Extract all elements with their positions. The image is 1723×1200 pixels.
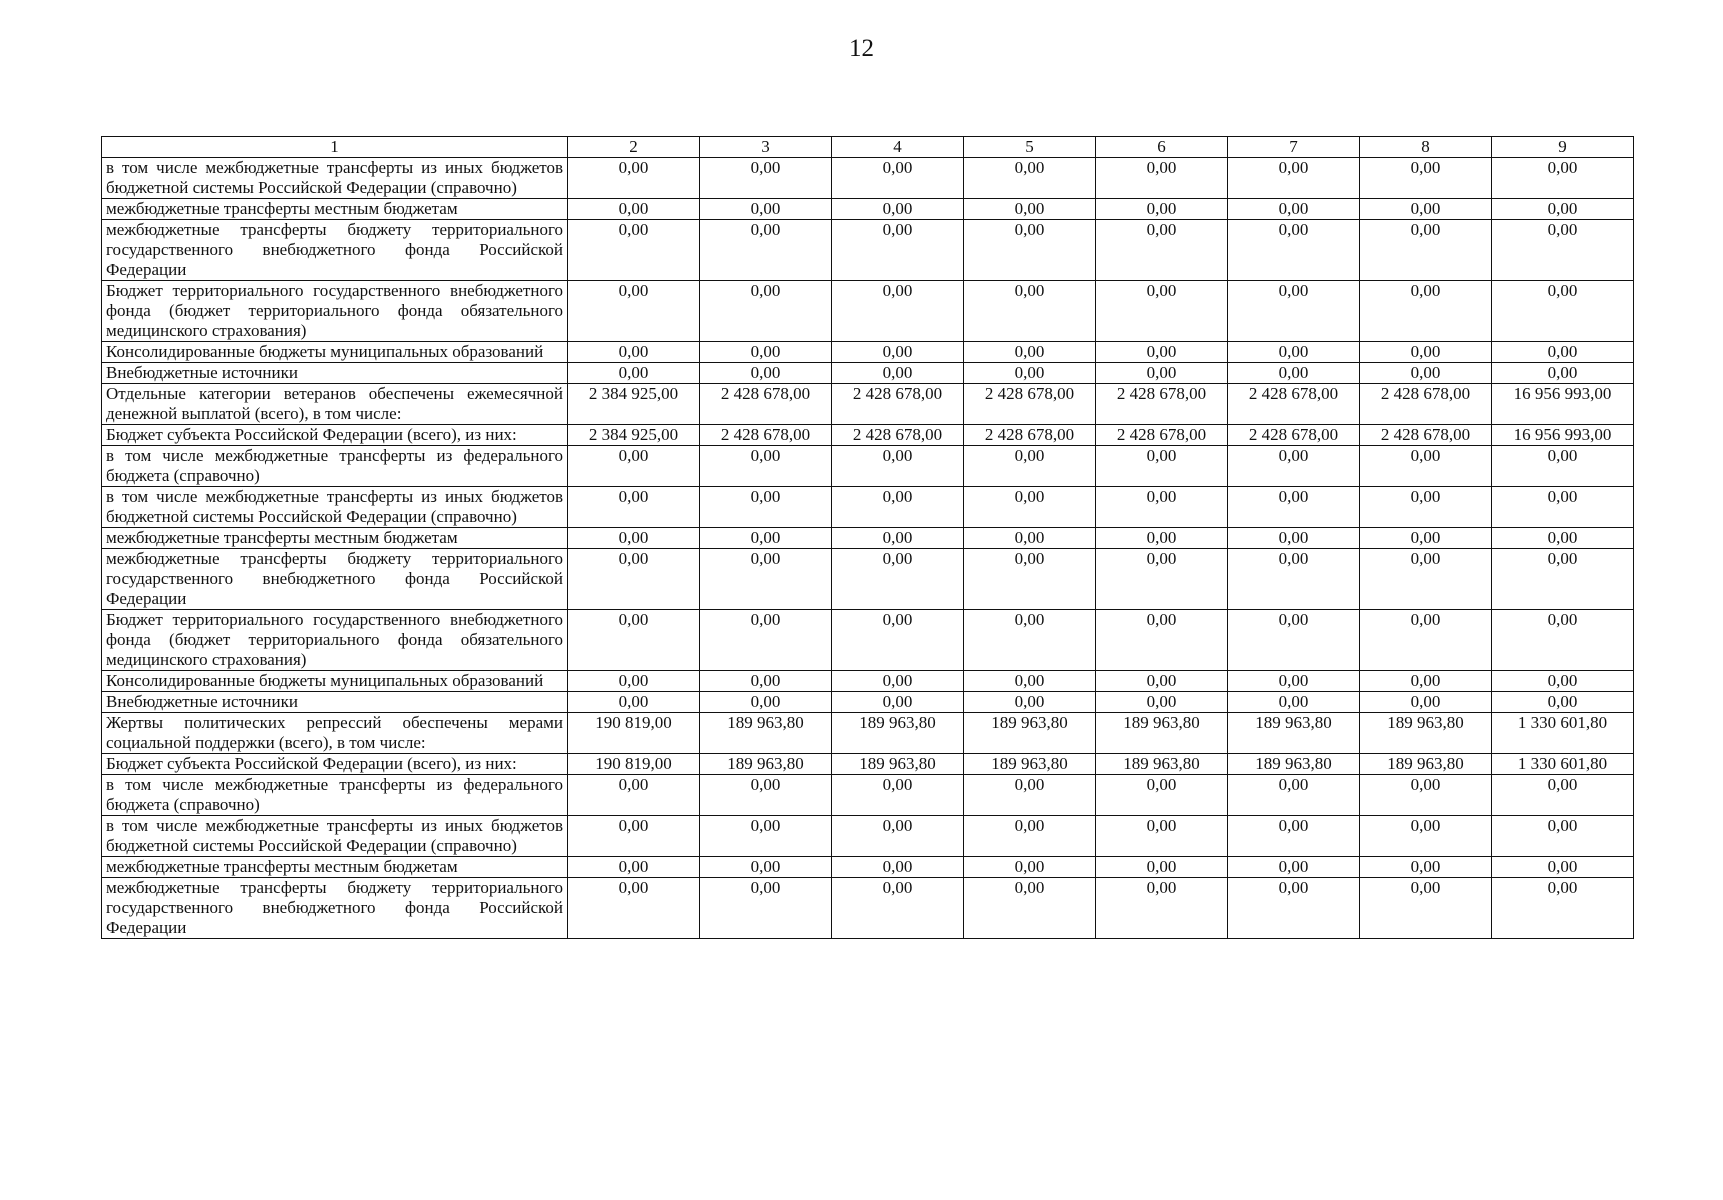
value-cell: 0,00 [1228,816,1360,857]
value-cell: 0,00 [1096,610,1228,671]
value-cell: 0,00 [1360,220,1492,281]
row-label: межбюджетные трансферты местным бюджетам [102,857,568,878]
value-cell: 0,00 [832,528,964,549]
value-cell: 0,00 [832,220,964,281]
value-cell: 0,00 [1360,549,1492,610]
value-cell: 0,00 [964,816,1096,857]
value-cell: 0,00 [1096,363,1228,384]
value-cell: 0,00 [700,487,832,528]
table-row [102,775,1634,816]
value-cell: 0,00 [964,692,1096,713]
value-cell: 2 428 678,00 [964,425,1096,446]
value-cell: 0,00 [832,199,964,220]
value-cell: 0,00 [1360,281,1492,342]
value-cell: 0,00 [1492,158,1634,199]
value-cell: 1 330 601,80 [1492,754,1634,775]
value-cell: 0,00 [1360,158,1492,199]
value-cell: 0,00 [1096,692,1228,713]
value-cell: 0,00 [1096,671,1228,692]
table-row [102,425,1634,446]
value-cell: 0,00 [1492,816,1634,857]
value-cell: 16 956 993,00 [1492,384,1634,425]
value-cell: 189 963,80 [964,754,1096,775]
column-header: 6 [1096,137,1228,158]
value-cell: 0,00 [1360,610,1492,671]
row-label: Внебюджетные источники [102,692,568,713]
value-cell: 0,00 [1360,878,1492,939]
value-cell: 2 384 925,00 [568,425,700,446]
value-cell: 0,00 [964,220,1096,281]
table-row [102,446,1634,487]
table-row [102,878,1634,939]
value-cell: 0,00 [832,342,964,363]
value-cell: 0,00 [1228,342,1360,363]
value-cell: 2 428 678,00 [1096,384,1228,425]
value-cell: 0,00 [1096,857,1228,878]
value-cell: 0,00 [1492,220,1634,281]
table-row [102,549,1634,610]
value-cell: 0,00 [700,816,832,857]
row-label: Бюджет субъекта Российской Федерации (всего), из них: [102,425,568,446]
row-label: Бюджет территориального государственного внебюджетного фонда (бюджет территориального фонда обязательного медицинского страхования) [102,610,568,671]
value-cell: 0,00 [1096,158,1228,199]
value-cell: 0,00 [568,775,700,816]
value-cell: 0,00 [964,158,1096,199]
column-header: 9 [1492,137,1634,158]
value-cell: 0,00 [700,220,832,281]
table-row [102,754,1634,775]
value-cell: 0,00 [964,281,1096,342]
value-cell: 0,00 [700,446,832,487]
value-cell: 0,00 [832,692,964,713]
value-cell: 0,00 [1492,610,1634,671]
table-row [102,199,1634,220]
table-row [102,816,1634,857]
value-cell: 2 428 678,00 [700,425,832,446]
value-cell: 0,00 [964,549,1096,610]
value-cell: 0,00 [1096,446,1228,487]
value-cell: 0,00 [832,158,964,199]
value-cell: 0,00 [700,199,832,220]
value-cell: 0,00 [700,878,832,939]
value-cell: 0,00 [1228,610,1360,671]
column-header: 4 [832,137,964,158]
value-cell: 0,00 [1096,549,1228,610]
page-number: 12 [849,35,874,62]
value-cell: 1 330 601,80 [1492,713,1634,754]
value-cell: 0,00 [700,528,832,549]
value-cell: 0,00 [1096,199,1228,220]
value-cell: 0,00 [1492,549,1634,610]
row-label: межбюджетные трансферты местным бюджетам [102,199,568,220]
value-cell: 0,00 [1360,775,1492,816]
value-cell: 0,00 [1096,342,1228,363]
row-label: Внебюджетные источники [102,363,568,384]
value-cell: 189 963,80 [1360,713,1492,754]
row-label: в том числе межбюджетные трансферты из иных бюджетов бюджетной системы Российской Федерации (справочно) [102,487,568,528]
value-cell: 2 428 678,00 [1360,384,1492,425]
value-cell: 0,00 [964,775,1096,816]
value-cell: 0,00 [1228,446,1360,487]
value-cell: 0,00 [1360,857,1492,878]
column-number-header-row [102,137,1634,158]
value-cell: 0,00 [964,878,1096,939]
value-cell: 0,00 [832,281,964,342]
value-cell: 189 963,80 [1228,713,1360,754]
value-cell: 0,00 [568,446,700,487]
value-cell: 0,00 [1228,775,1360,816]
value-cell: 0,00 [832,363,964,384]
value-cell: 0,00 [1492,281,1634,342]
value-cell: 2 428 678,00 [1360,425,1492,446]
table-row [102,158,1634,199]
row-label: межбюджетные трансферты местным бюджетам [102,528,568,549]
value-cell: 0,00 [1228,199,1360,220]
column-header: 5 [964,137,1096,158]
value-cell: 0,00 [1360,487,1492,528]
value-cell: 0,00 [1228,281,1360,342]
value-cell: 0,00 [964,610,1096,671]
column-header: 3 [700,137,832,158]
value-cell: 0,00 [1492,363,1634,384]
row-label: межбюджетные трансферты бюджету территориального государственного внебюджетного фонда Российской Федерации [102,878,568,939]
value-cell: 0,00 [1360,528,1492,549]
table-row [102,384,1634,425]
column-header: 1 [102,137,568,158]
value-cell: 2 428 678,00 [964,384,1096,425]
row-label: в том числе межбюджетные трансферты из федерального бюджета (справочно) [102,775,568,816]
row-label: Консолидированные бюджеты муниципальных образований [102,342,568,363]
value-cell: 0,00 [964,528,1096,549]
value-cell: 0,00 [568,610,700,671]
value-cell: 0,00 [1492,671,1634,692]
table-row [102,487,1634,528]
value-cell: 0,00 [1492,692,1634,713]
value-cell: 0,00 [568,342,700,363]
value-cell: 189 963,80 [700,713,832,754]
value-cell: 0,00 [1360,363,1492,384]
value-cell: 0,00 [1492,199,1634,220]
value-cell: 0,00 [832,857,964,878]
value-cell: 189 963,80 [832,713,964,754]
value-cell: 0,00 [568,199,700,220]
value-cell: 189 963,80 [1228,754,1360,775]
table-row [102,528,1634,549]
value-cell: 190 819,00 [568,713,700,754]
row-label: Жертвы политических репрессий обеспечены мерами социальной поддержки (всего), в том числе: [102,713,568,754]
table-row [102,363,1634,384]
value-cell: 0,00 [1228,363,1360,384]
value-cell: 0,00 [964,857,1096,878]
value-cell: 0,00 [700,775,832,816]
budget-table [101,136,1634,939]
value-cell: 0,00 [1228,220,1360,281]
value-cell: 0,00 [964,363,1096,384]
value-cell: 0,00 [568,158,700,199]
value-cell: 0,00 [964,342,1096,363]
table-row [102,857,1634,878]
value-cell: 0,00 [1096,528,1228,549]
value-cell: 0,00 [1096,281,1228,342]
row-label: Отдельные категории ветеранов обеспечены ежемесячной денежной выплатой (всего), в том числе: [102,384,568,425]
value-cell: 0,00 [568,528,700,549]
value-cell: 0,00 [700,342,832,363]
value-cell: 16 956 993,00 [1492,425,1634,446]
value-cell: 0,00 [832,878,964,939]
value-cell: 0,00 [1228,528,1360,549]
table-row [102,610,1634,671]
value-cell: 0,00 [1228,878,1360,939]
value-cell: 0,00 [1492,446,1634,487]
column-header: 8 [1360,137,1492,158]
row-label: Консолидированные бюджеты муниципальных образований [102,671,568,692]
value-cell: 0,00 [1228,692,1360,713]
column-header: 7 [1228,137,1360,158]
value-cell: 189 963,80 [1096,713,1228,754]
row-label: межбюджетные трансферты бюджету территориального государственного внебюджетного фонда Российской Федерации [102,220,568,281]
value-cell: 0,00 [1360,816,1492,857]
value-cell: 0,00 [1360,199,1492,220]
row-label: в том числе межбюджетные трансферты из федерального бюджета (справочно) [102,446,568,487]
value-cell: 0,00 [568,671,700,692]
value-cell: 189 963,80 [700,754,832,775]
value-cell: 0,00 [1492,487,1634,528]
value-cell: 0,00 [568,220,700,281]
value-cell: 0,00 [964,199,1096,220]
value-cell: 0,00 [1096,775,1228,816]
value-cell: 0,00 [568,816,700,857]
table-row [102,713,1634,754]
value-cell: 0,00 [1492,528,1634,549]
table-row [102,692,1634,713]
value-cell: 0,00 [700,610,832,671]
value-cell: 2 428 678,00 [832,384,964,425]
value-cell: 189 963,80 [1096,754,1228,775]
value-cell: 0,00 [700,363,832,384]
value-cell: 2 384 925,00 [568,384,700,425]
column-header: 2 [568,137,700,158]
value-cell: 0,00 [1360,671,1492,692]
value-cell: 2 428 678,00 [1228,425,1360,446]
table-row [102,220,1634,281]
value-cell: 0,00 [964,446,1096,487]
value-cell: 189 963,80 [1360,754,1492,775]
value-cell: 0,00 [568,363,700,384]
row-label: в том числе межбюджетные трансферты из иных бюджетов бюджетной системы Российской Федерации (справочно) [102,816,568,857]
value-cell: 0,00 [1228,671,1360,692]
value-cell: 0,00 [1492,878,1634,939]
value-cell: 0,00 [1228,857,1360,878]
value-cell: 0,00 [568,487,700,528]
value-cell: 0,00 [1096,220,1228,281]
row-label: межбюджетные трансферты бюджету территориального государственного внебюджетного фонда Российской Федерации [102,549,568,610]
table-row [102,342,1634,363]
value-cell: 2 428 678,00 [1228,384,1360,425]
value-cell: 0,00 [832,816,964,857]
value-cell: 0,00 [832,446,964,487]
value-cell: 189 963,80 [832,754,964,775]
value-cell: 0,00 [832,549,964,610]
value-cell: 0,00 [568,878,700,939]
row-label: в том числе межбюджетные трансферты из иных бюджетов бюджетной системы Российской Федерации (справочно) [102,158,568,199]
value-cell: 0,00 [1492,857,1634,878]
row-label: Бюджет субъекта Российской Федерации (всего), из них: [102,754,568,775]
value-cell: 0,00 [568,281,700,342]
value-cell: 0,00 [1228,487,1360,528]
value-cell: 0,00 [1096,487,1228,528]
value-cell: 0,00 [1228,158,1360,199]
table-row [102,281,1634,342]
value-cell: 2 428 678,00 [700,384,832,425]
value-cell: 0,00 [832,610,964,671]
value-cell: 0,00 [568,857,700,878]
value-cell: 0,00 [1096,816,1228,857]
value-cell: 0,00 [700,692,832,713]
value-cell: 0,00 [832,487,964,528]
value-cell: 0,00 [1228,549,1360,610]
value-cell: 0,00 [964,671,1096,692]
value-cell: 0,00 [1360,446,1492,487]
value-cell: 0,00 [832,671,964,692]
value-cell: 0,00 [568,692,700,713]
value-cell: 0,00 [832,775,964,816]
value-cell: 0,00 [700,281,832,342]
row-label: Бюджет территориального государственного внебюджетного фонда (бюджет территориального фонда обязательного медицинского страхования) [102,281,568,342]
value-cell: 0,00 [1492,775,1634,816]
value-cell: 0,00 [1096,878,1228,939]
value-cell: 2 428 678,00 [1096,425,1228,446]
table-body [102,158,1634,939]
table-row [102,671,1634,692]
value-cell: 0,00 [700,158,832,199]
value-cell: 0,00 [700,671,832,692]
value-cell: 2 428 678,00 [832,425,964,446]
value-cell: 189 963,80 [964,713,1096,754]
value-cell: 0,00 [1360,342,1492,363]
value-cell: 190 819,00 [568,754,700,775]
value-cell: 0,00 [1360,692,1492,713]
value-cell: 0,00 [700,549,832,610]
value-cell: 0,00 [964,487,1096,528]
value-cell: 0,00 [700,857,832,878]
value-cell: 0,00 [1492,342,1634,363]
value-cell: 0,00 [568,549,700,610]
